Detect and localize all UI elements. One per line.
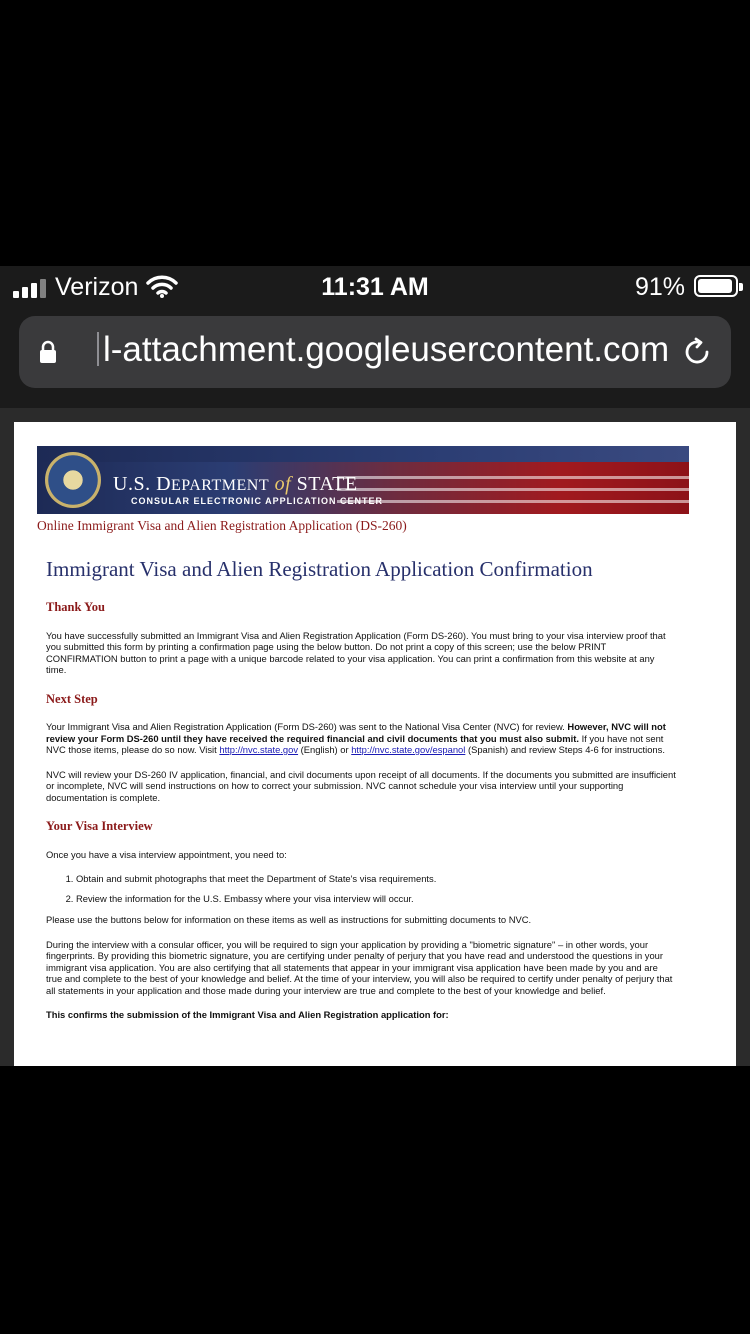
dept-state: STATE	[296, 473, 358, 495]
url-value: l-attachment.googleusercontent.com	[103, 330, 670, 369]
visa-interview-heading: Your Visa Interview	[46, 819, 153, 833]
state-department-seal-icon	[45, 452, 101, 508]
status-bar	[0, 266, 750, 310]
confirmation-statement: This confirms the submission of the Immigrant Visa and Alien Registration application for:	[46, 1009, 449, 1020]
english-label: (English) or	[300, 744, 349, 755]
web-page	[14, 422, 736, 1066]
clock: 11:31 AM	[321, 273, 429, 301]
spanish-label: (Spanish) and review Steps 4-6 for instructions.	[467, 744, 665, 755]
application-subtitle: Online Immigrant Visa and Alien Registration Application (DS-260)	[37, 518, 407, 533]
screen-bottom	[0, 1066, 750, 1334]
dept-epartment: EPARTMENT	[171, 477, 270, 494]
url-text[interactable]	[97, 330, 669, 370]
interview-intro: Once you have a visa interview appointment, you need to:	[46, 848, 287, 860]
dept-u: U.S. D	[113, 473, 172, 495]
battery-percentage: 91%	[634, 273, 685, 301]
state-department-banner	[37, 446, 689, 514]
nvc-spanish-link[interactable]: http://nvc.state.gov/espanol	[351, 744, 466, 755]
list-item: 1. Obtain and submit photographs that meet the Department of State's visa requirements.	[76, 873, 676, 885]
browser-toolbar	[0, 310, 750, 408]
next-step-intro: Your Immigrant Visa and Alien Registration Application (Form DS-260) was sent to the National Visa Center (NVC) for review.	[46, 721, 565, 732]
web-viewport	[0, 408, 750, 1066]
reload-icon[interactable]	[681, 336, 713, 368]
lock-icon	[39, 340, 57, 364]
submission-confirmation-text	[46, 1009, 676, 1021]
thank-you-heading: Thank You	[46, 600, 105, 614]
thank-you-text: You have successfully submitted an Immigrant Visa and Alien Registration Application (Form DS-260). You must bring to your visa interview proof that you submitted this form by printing a confirmation page using the below button. Do not print a copy of this screen; use the below PRINT CONFIRMATION button to print a page with a unique barcode related to your visa application. You can print a confirmation from this website at any time.	[46, 629, 666, 675]
biometric-signature-text: During the interview with a consular officer, you will be required to sign your application by providing a "biometric signature" – in other words, your fingerprints. By providing this biometric signature, you are certifying under penalty of perjury that you have read and understood the questions in your immigrant visa application. You are also certifying that all statements that appear in your immigrant visa application have been made by you and are true and complete to the best of your knowledge and belief. At the time of your interview, you will also be required to certify under penalty of perjury that all statements in your application and those made during your interview are true and complete to the best of your knowledge and belief.	[46, 938, 673, 996]
next-step-heading: Next Step	[46, 691, 98, 706]
page-title: Immigrant Visa and Alien Registration Application Confirmation	[46, 557, 593, 581]
department-name	[113, 473, 358, 496]
dept-of: of	[274, 473, 292, 495]
next-step-text	[46, 721, 676, 756]
consular-center-label: CONSULAR ELECTRONIC APPLICATION CENTER	[131, 496, 384, 506]
next-step-visit: If you have not sent NVC those items, please do so now. Visit	[46, 732, 664, 755]
nvc-review-text: NVC will review your DS-260 IV application, financial, and civil documents upon receipt of all documents. If the documents you submitted are insufficient or incomplete, NVC will send instructions on how to correct your submission. NVC cannot schedule your visa interview until your supporting documentation is complete.	[46, 768, 676, 803]
nvc-english-link[interactable]: http://nvc.state.gov	[219, 744, 299, 755]
next-step-warning: However, NVC will not review your Form DS-260 until they have received the required financial and civil documents that you must also submit.	[46, 721, 666, 744]
interview-steps-list	[46, 873, 676, 904]
confirmation-content	[46, 556, 676, 1034]
battery-icon	[694, 275, 738, 297]
address-bar[interactable]	[19, 316, 731, 388]
buttons-info-text: Please use the buttons below for information on these items as well as instructions for submitting documents to NVC.	[46, 914, 532, 925]
list-item: 2. Review the information for the U.S. Embassy where your visa interview will occur.	[76, 893, 676, 905]
carrier-name: Verizon	[55, 273, 139, 301]
